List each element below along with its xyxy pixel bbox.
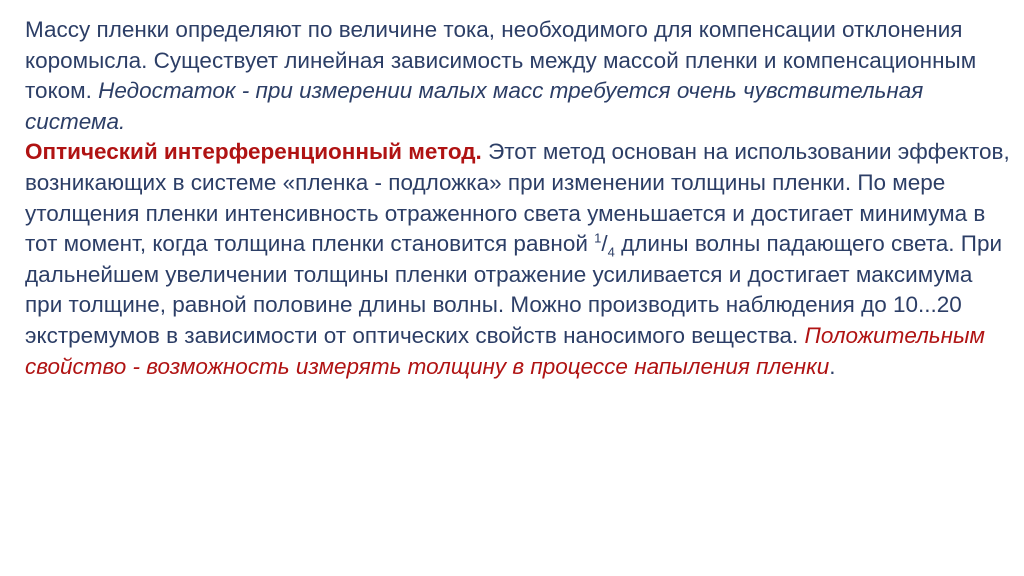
quarter-fraction xyxy=(594,230,615,260)
optical-method-heading: Оптический интерференционный метод. xyxy=(25,139,482,165)
paragraph-mass-text: Массу пленки определяют по величине тока, необходимого для компенсации отклонения коромысла. Существует линейная зависимость между массой пленки и компенсационным током. xyxy=(25,17,977,104)
fraction-denominator: 4 xyxy=(607,244,615,260)
paragraph-optical-method xyxy=(25,137,1010,382)
drawback-note: Недостаток - при измерении малых масс требуется очень чувствительная система. xyxy=(25,78,924,134)
optical-method-text-a: Этот метод основан на использовании эффектов, возникающих в системе «пленка - подложка» при изменении толщины пленки. По мере утолщения пленки интенсивность отраженного света уменьшается и достигает минимума в тот момент, когда толщина пленки становится равной xyxy=(25,139,1010,257)
fraction-slash: / xyxy=(601,231,608,257)
paragraph-mass-method xyxy=(25,15,1010,137)
final-period: . xyxy=(829,353,836,379)
positive-property-note: Положительным свойство - возможность измерять толщину в процессе напыления пленки xyxy=(25,322,985,379)
optical-method-text-b: длины волны падающего света. При дальнейшем увеличении толщины пленки отражение усиливается и достигает максимума при толщине, равной половине длины волны. Можно производить наблюдения до 10...20 экстремумов в зависимости от оптических свойств наносимого вещества. xyxy=(25,231,1003,348)
slide-body xyxy=(25,15,1010,382)
fraction-numerator: 1 xyxy=(594,230,602,246)
